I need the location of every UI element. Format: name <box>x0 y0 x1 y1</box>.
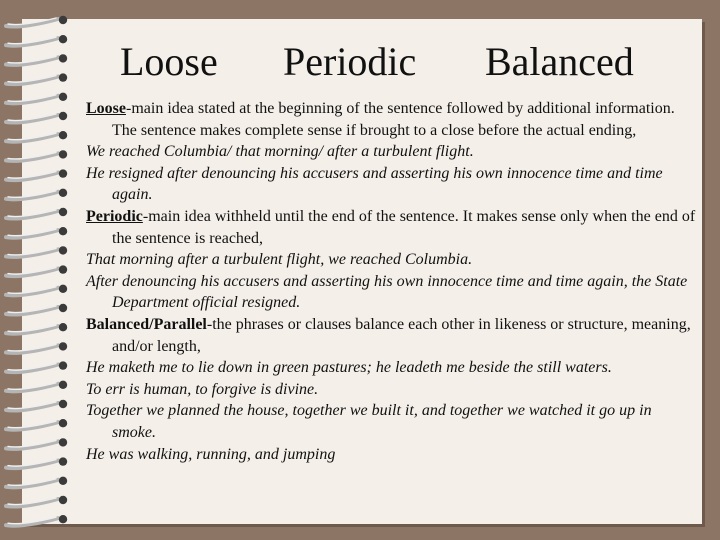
periodic-definition-text: -main idea withheld until the end of the sentence. It makes sense only when the end of the sentence is reached, <box>112 207 696 247</box>
title-loose: Loose <box>120 39 218 84</box>
periodic-example-1: That morning after a turbulent flight, we reached Columbia. <box>86 251 473 269</box>
slide-body <box>86 98 698 465</box>
title-periodic: Periodic <box>283 39 417 84</box>
periodic-term: Periodic <box>86 207 143 225</box>
spiral-binding-icon <box>0 0 90 540</box>
balanced-definition <box>86 314 698 357</box>
balanced-example-4: He was walking, running, and jumping <box>86 445 336 463</box>
loose-example-2: He resigned after denouncing his accusers and asserting his own innocence time and time again. <box>86 164 663 204</box>
balanced-example-3: Together we planned the house, together we built it, and together we watched it go up in smoke. <box>86 402 652 441</box>
slide-title-row <box>95 38 675 98</box>
loose-term: Loose <box>86 100 126 117</box>
title-balanced: Balanced <box>485 39 634 84</box>
periodic-example-2: After denouncing his accusers and asserting his own innocence time and time again, the State Department official resigned. <box>86 272 688 312</box>
loose-definition <box>86 98 698 141</box>
loose-example-1: We reached Columbia/ that morning/ after a turbulent flight. <box>86 143 474 161</box>
loose-definition-text: -main idea stated at the beginning of the sentence followed by additional information. The sentence makes complete sense if brought to a close before the actual ending, <box>112 100 675 139</box>
balanced-example-1: He maketh me to lie down in green pastures; he leadeth me beside the still waters. <box>86 359 612 377</box>
periodic-definition <box>86 206 698 249</box>
balanced-term: Balanced/Parallel <box>86 315 207 333</box>
balanced-definition-text: -the phrases or clauses balance each other in likeness or structure, meaning, and/or length, <box>112 315 691 355</box>
balanced-example-2: To err is human, to forgive is divine. <box>86 380 319 398</box>
